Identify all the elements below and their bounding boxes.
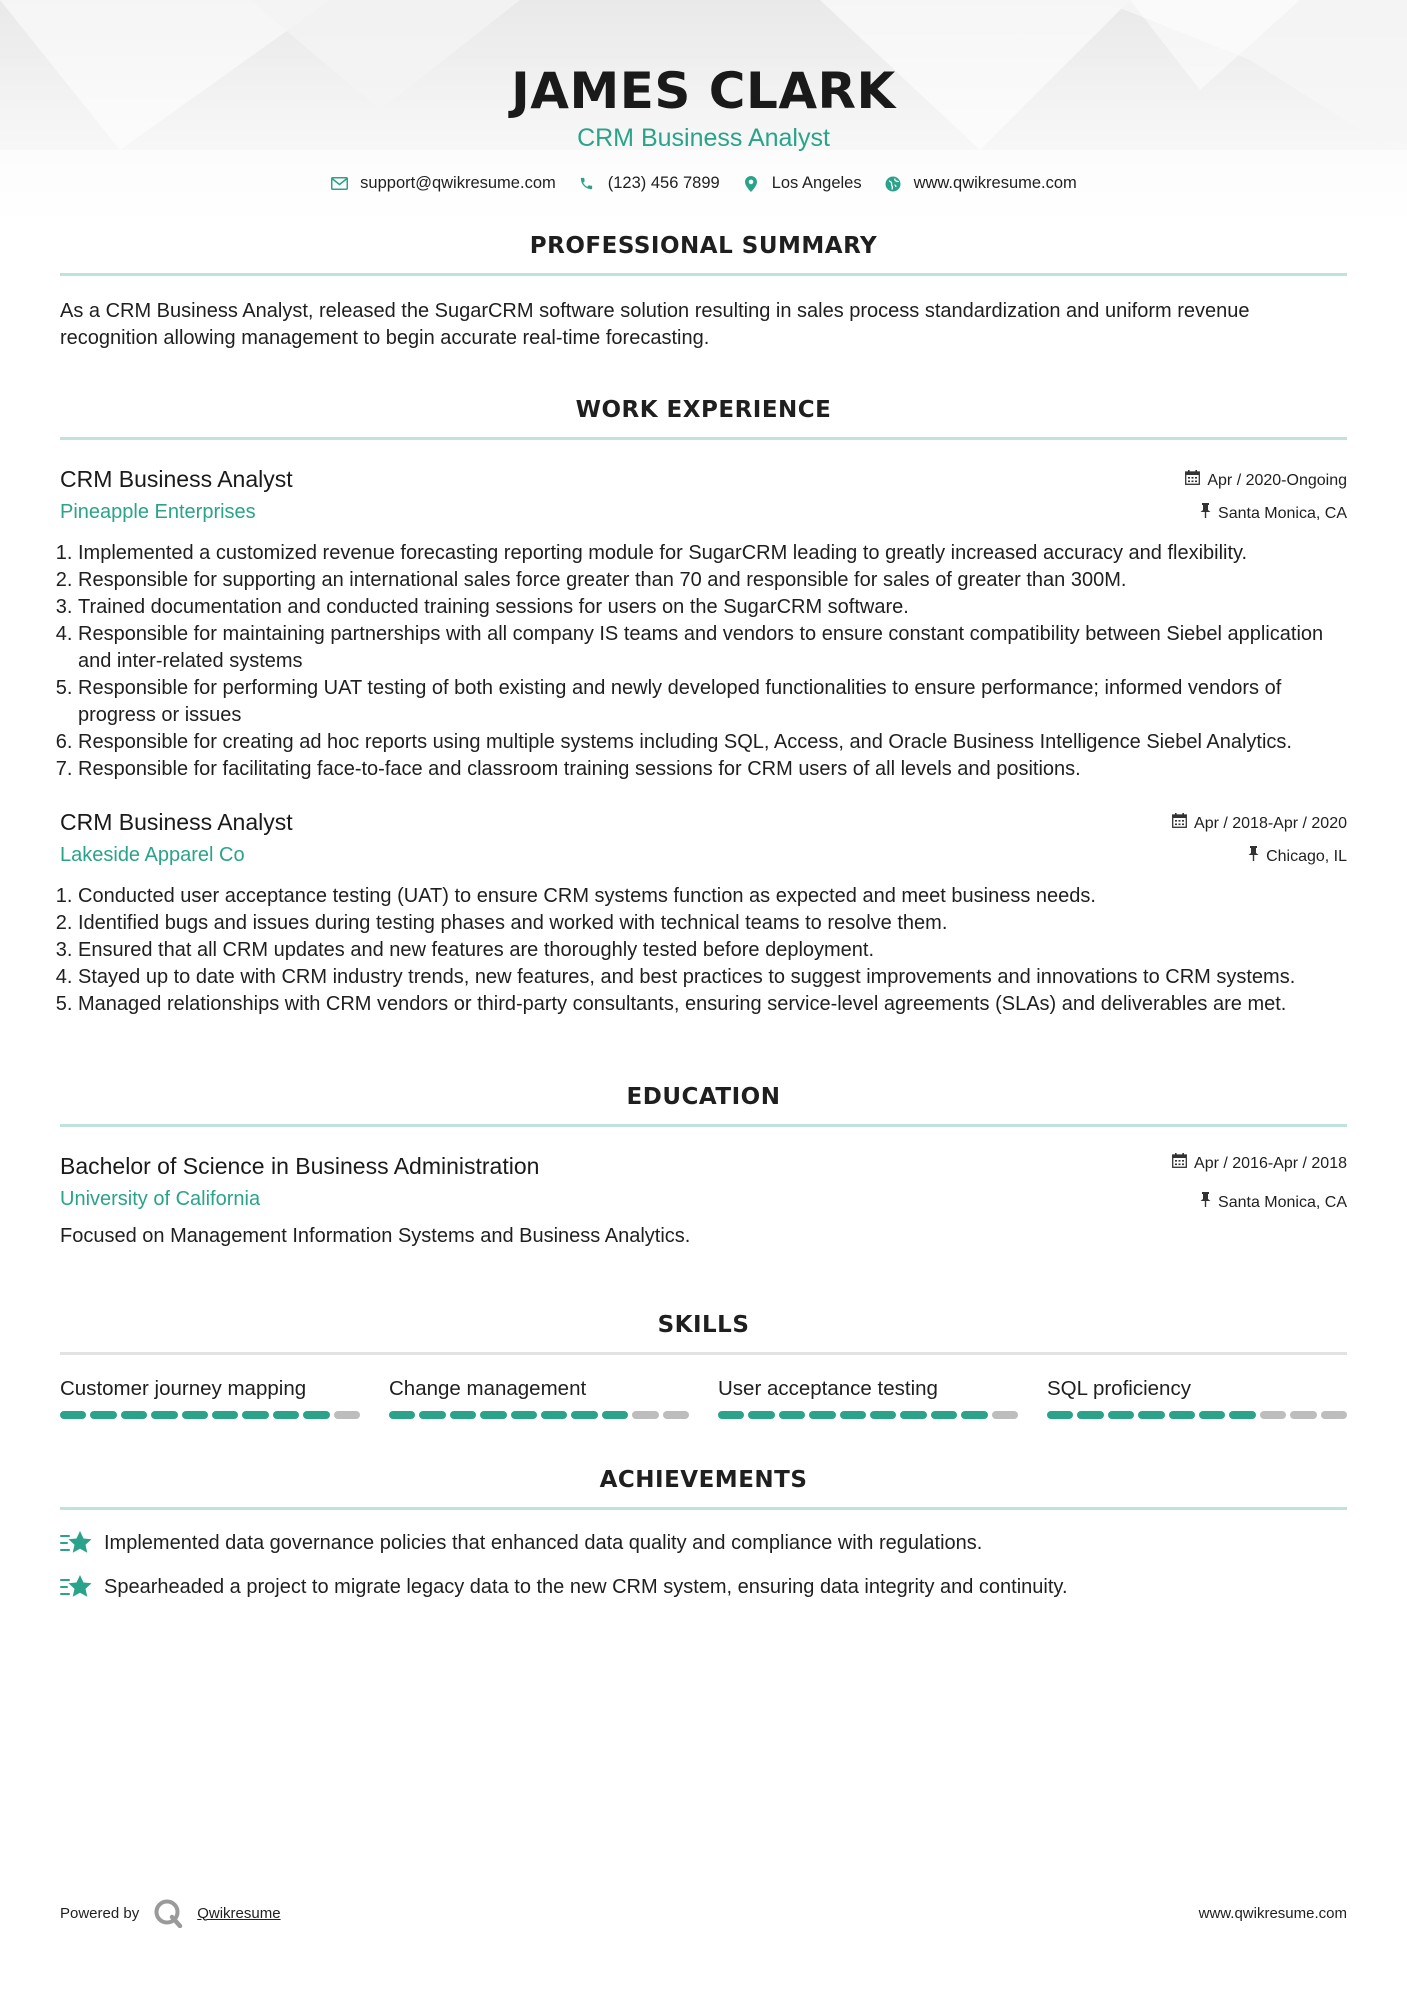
list-item: 2. Identified bugs and issues during testing phases and worked with technical teams to resolve them. <box>78 910 1347 937</box>
job-company: Lakeside Apparel Co <box>60 844 245 866</box>
skill-segment-filled <box>273 1411 299 1419</box>
contact-email-text[interactable]: support@qwikresume.com <box>360 174 556 192</box>
resume-header <box>60 0 1347 193</box>
achievements-divider <box>60 1507 1347 1510</box>
job-entry <box>60 464 1347 783</box>
summary-divider <box>60 273 1347 276</box>
job-title: CRM Business Analyst <box>60 809 293 835</box>
skill-segment-filled <box>809 1411 835 1419</box>
contact-bar <box>60 174 1347 193</box>
summary-section <box>60 233 1347 352</box>
contact-phone[interactable] <box>578 174 720 193</box>
skill-segment-empty <box>1290 1411 1316 1419</box>
skill-segment-filled <box>151 1411 177 1419</box>
job-dates: Apr / 2018-Apr / 2020 <box>1194 814 1347 832</box>
skills-heading: SKILLS <box>657 1312 750 1338</box>
skill-segment-filled <box>900 1411 926 1419</box>
job-meta <box>1172 807 1347 867</box>
list-item: 1. Conducted user acceptance testing (UAT) to ensure CRM systems function as expected and meet business needs. <box>78 883 1347 910</box>
skill-item <box>389 1375 689 1419</box>
experience-section <box>60 397 1347 1018</box>
skill-segment-filled <box>480 1411 506 1419</box>
skill-segment-filled <box>511 1411 537 1419</box>
education-entry <box>60 1151 1347 1250</box>
skills-list <box>60 1375 1347 1419</box>
school-name: University of California <box>60 1188 261 1210</box>
calendar-icon <box>1185 470 1200 491</box>
calendar-icon <box>1172 813 1187 834</box>
calendar-icon <box>1172 1153 1187 1174</box>
footer-website[interactable]: www.qwikresume.com <box>1198 1904 1347 1922</box>
education-location: Santa Monica, CA <box>1218 1193 1347 1211</box>
list-item: 4. Responsible for maintaining partnerships with all company IS teams and vendors to ensure constant compatibility between Siebel application and inter-related systems <box>78 621 1347 675</box>
achievements-heading: ACHIEVEMENTS <box>599 1467 808 1493</box>
skill-segment-filled <box>242 1411 268 1419</box>
job-location: Chicago, IL <box>1266 847 1347 865</box>
globe-icon <box>884 175 902 193</box>
skill-segment-filled <box>90 1411 116 1419</box>
skill-name: SQL proficiency <box>1047 1377 1191 1400</box>
contact-website[interactable] <box>884 174 1077 193</box>
education-description: Focused on Management Information Systems and Business Analytics. <box>60 1225 691 1247</box>
skill-segment-empty <box>1260 1411 1286 1419</box>
skill-segment-filled <box>870 1411 896 1419</box>
skill-segment-filled <box>389 1411 415 1419</box>
skill-segment-filled <box>571 1411 597 1419</box>
skill-segment-filled <box>602 1411 628 1419</box>
skill-segment-filled <box>303 1411 329 1419</box>
education-section <box>60 1084 1347 1250</box>
education-dates: Apr / 2016-Apr / 2018 <box>1194 1154 1347 1172</box>
skill-segment-empty <box>1321 1411 1347 1419</box>
job-company: Pineapple Enterprises <box>60 501 256 523</box>
list-item: 5. Managed relationships with CRM vendors or third-party consultants, ensuring service-level agreements (SLAs) and deliverables are met. <box>78 991 1347 1018</box>
list-item: 6. Responsible for creating ad hoc reports using multiple systems including SQL, Access, and Oracle Business Intelligence Siebel Analytics. <box>78 729 1347 756</box>
star-award-icon <box>60 1528 94 1558</box>
achievement-text: Spearheaded a project to migrate legacy data to the new CRM system, ensuring data integrity and continuity. <box>104 1575 1068 1598</box>
skill-name: Change management <box>389 1377 587 1400</box>
contact-phone-text[interactable]: (123) 456 7899 <box>607 174 720 192</box>
contact-location <box>742 174 862 193</box>
achievements-section <box>60 1467 1347 1602</box>
achievement-text: Implemented data governance policies that enhanced data quality and compliance with regulations. <box>104 1531 983 1554</box>
skill-item <box>60 1375 360 1419</box>
map-pin-icon <box>742 175 760 193</box>
skill-item <box>718 1375 1018 1419</box>
list-item: 3. Trained documentation and conducted training sessions for users on the SugarCRM software. <box>78 594 1347 621</box>
page-footer <box>60 1898 1347 1928</box>
skill-segment-filled <box>541 1411 567 1419</box>
education-meta <box>1172 1151 1347 1213</box>
skill-segment-filled <box>1108 1411 1134 1419</box>
skill-segment-filled <box>840 1411 866 1419</box>
skill-level-bar <box>389 1411 689 1419</box>
job-meta <box>1185 464 1347 524</box>
achievement-item <box>60 1572 1347 1602</box>
education-divider <box>60 1124 1347 1127</box>
skill-segment-filled <box>1077 1411 1103 1419</box>
list-item: 5. Responsible for performing UAT testing of both existing and newly developed functionalities to ensure performance; informed vendors of progress or issues <box>78 675 1347 729</box>
job-bullets <box>60 883 1347 1018</box>
list-item: 7. Responsible for facilitating face-to-face and classroom training sessions for CRM users of all levels and positions. <box>78 756 1347 783</box>
summary-heading: PROFESSIONAL SUMMARY <box>529 233 878 259</box>
phone-icon <box>578 175 596 193</box>
education-heading: EDUCATION <box>626 1084 781 1110</box>
candidate-role: CRM Business Analyst <box>577 124 830 152</box>
skill-segment-empty <box>663 1411 689 1419</box>
skill-name: Customer journey mapping <box>60 1377 307 1400</box>
star-award-icon <box>60 1572 94 1602</box>
skill-segment-empty <box>632 1411 658 1419</box>
skill-segment-filled <box>419 1411 445 1419</box>
contact-location-text: Los Angeles <box>771 174 862 192</box>
skill-segment-filled <box>182 1411 208 1419</box>
envelope-icon <box>330 175 348 193</box>
skills-divider <box>60 1352 1347 1355</box>
contact-email[interactable] <box>330 174 556 193</box>
powered-by <box>60 1898 281 1928</box>
qwikresume-link[interactable]: Qwikresume <box>197 1904 281 1922</box>
job-title: CRM Business Analyst <box>60 466 293 492</box>
skill-segment-empty <box>334 1411 360 1419</box>
skill-segment-empty <box>992 1411 1018 1419</box>
skill-name: User acceptance testing <box>718 1377 938 1400</box>
degree-title: Bachelor of Science in Business Administration <box>60 1153 540 1179</box>
skill-level-bar <box>718 1411 1018 1419</box>
list-item: 1. Implemented a customized revenue forecasting reporting module for SugarCRM leading to greatly increased accuracy and flexibility. <box>78 540 1347 567</box>
experience-divider <box>60 437 1347 440</box>
skill-segment-filled <box>60 1411 86 1419</box>
skill-segment-filled <box>1169 1411 1195 1419</box>
skill-segment-filled <box>718 1411 744 1419</box>
skill-segment-filled <box>121 1411 147 1419</box>
skill-segment-filled <box>779 1411 805 1419</box>
list-item: 2. Responsible for supporting an international sales force greater than 70 and responsible for sales of greater than 300M. <box>78 567 1347 594</box>
contact-website-text[interactable]: www.qwikresume.com <box>913 174 1077 192</box>
pushpin-icon <box>1248 846 1259 867</box>
skill-segment-filled <box>1229 1411 1255 1419</box>
qwikresume-logo-icon <box>153 1898 183 1928</box>
list-item: 4. Stayed up to date with CRM industry trends, new features, and best practices to suggest improvements and innovations to CRM systems. <box>78 964 1347 991</box>
job-location: Santa Monica, CA <box>1218 504 1347 522</box>
skill-segment-filled <box>1047 1411 1073 1419</box>
skill-segment-filled <box>931 1411 957 1419</box>
job-bullets <box>60 540 1347 783</box>
skill-segment-filled <box>748 1411 774 1419</box>
powered-by-label: Powered by <box>60 1904 140 1922</box>
achievement-item <box>60 1528 1347 1558</box>
job-dates: Apr / 2020-Ongoing <box>1207 471 1347 489</box>
summary-text: As a CRM Business Analyst, released the SugarCRM software solution resulting in sales process standardization and uniform revenue recognition allowing management to begin accurate real-time forecasting. <box>60 300 1250 349</box>
skill-item <box>1047 1375 1347 1419</box>
skill-segment-filled <box>961 1411 987 1419</box>
skill-segment-filled <box>1199 1411 1225 1419</box>
list-item: 3. Ensured that all CRM updates and new features are thoroughly tested before deployment. <box>78 937 1347 964</box>
skill-level-bar <box>60 1411 360 1419</box>
experience-heading: WORK EXPERIENCE <box>575 397 832 423</box>
pushpin-icon <box>1200 503 1211 524</box>
skills-section <box>60 1312 1347 1419</box>
candidate-name: JAMES CLARK <box>511 62 896 120</box>
skill-segment-filled <box>212 1411 238 1419</box>
skill-segment-filled <box>450 1411 476 1419</box>
pushpin-icon <box>1200 1192 1211 1213</box>
skill-segment-filled <box>1138 1411 1164 1419</box>
job-entry <box>60 807 1347 1018</box>
skill-level-bar <box>1047 1411 1347 1419</box>
